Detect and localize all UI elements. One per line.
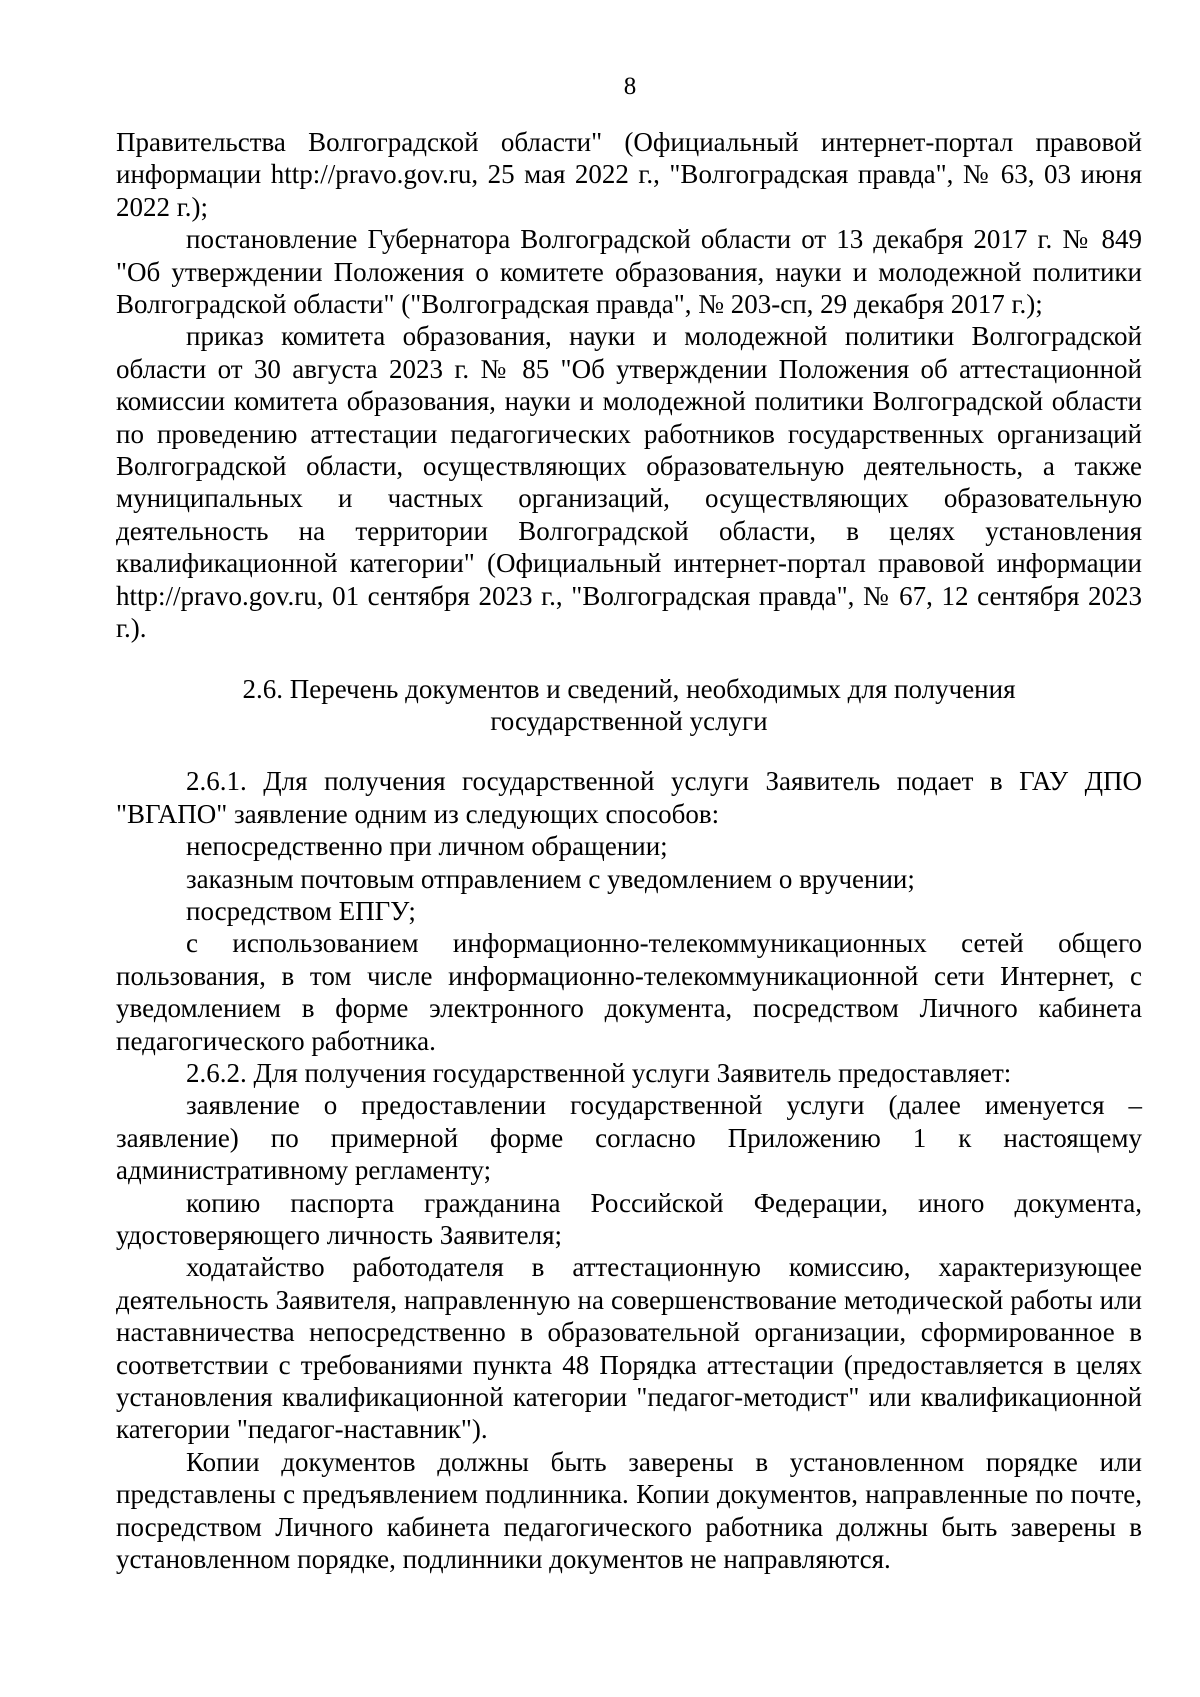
list-item-epgu: посредством ЕПГУ; [186,895,416,926]
list-item-employer-petition: ходатайство работодателя в аттестационную комиссию, характеризующее деятельность Заявителя, направленную на совершенствование методической работы или наставничества непосредственно в образовательной организации, сформированное в соответствии с требованиями пункта 48 Порядка аттестации (предоставляется в целях установления квалификационной категории "педагог-методист" или квалификационной категории "педагог-наставник"). [116,1252,1142,1445]
list-item-registered-mail: заказным почтовым отправлением с уведомлением о вручении; [186,863,915,894]
list-item-internet: с использованием информационно-телекоммуникационных сетей общего пользования, в том числе информационно-телекоммуникационной сети Интернет, с уведомлением в форме электронного документа, посредством Личного кабинета педагогического работника. [116,928,1142,1056]
paragraph-2-6-2: 2.6.2. Для получения государственной услуги Заявитель предоставляет: [186,1057,1012,1088]
document-body [116,126,1142,1575]
page-number: 8 [623,73,637,100]
list-item-in-person: непосредственно при личном обращении; [186,831,668,862]
section-heading-line-2: государственной услуги [490,705,768,736]
paragraph-document-copies: Копии документов должны быть заверены в установленном порядке или представлены с предъявлением подлинника. Копии документов, направленные по почте, посредством Личного кабинета педагогического работника должны быть заверены в установленном порядке, подлинники документов не направляются. [116,1446,1142,1575]
paragraph-committee-order: приказ комитета образования, науки и молодежной политики Волгоградской области от 30 августа 2023 г. № 85 "Об утверждении Положения об аттестационной комиссии комитета образования, науки и молодежной политики Волгоградской области по проведению аттестации педагогических работников государственных организаций Волгоградской области, осуществляющих образовательную деятельность, а также муниципальных и частных организаций, осуществляющих образовательную деятельность на территории Волгоградской области, в целях установления квалификационной категории" (Официальный интернет-портал правовой информации http://pravo.gov.ru, 01 сентября 2023 г., "Волгоградская правда", № 67, 12 сентября 2023 г.). [116,321,1142,644]
paragraph-2-6-1: 2.6.1. Для получения государственной услуги Заявитель подает в ГАУ ДПО "ВГАПО" заявление одним из следующих способов: [116,766,1142,829]
section-heading [116,673,1142,738]
list-item-application: заявление о предоставлении государственной услуги (далее именуется – заявление) по примерной форме согласно Приложению 1 к настоящему административному регламенту; [116,1090,1142,1186]
section-heading-line-1: 2.6. Перечень документов и сведений, необходимых для получения [242,673,1016,704]
paragraph-continuation: Правительства Волгоградской области" (Официальный интернет-портал правовой информации http://pravo.gov.ru, 25 мая 2022 г., "Волгоградская правда", № 63, 03 июня 2022 г.); [116,127,1142,222]
paragraph-governor-decree: постановление Губернатора Волгоградской области от 13 декабря 2017 г. № 849 "Об утверждении Положения о комитете образования, науки и молодежной политики Волгоградской области" ("Волгоградская правда", № 203-сп, 29 декабря 2017 г.); [116,224,1142,320]
list-item-passport-copy: копию паспорта гражданина Российской Федерации, иного документа, удостоверяющего личность Заявителя; [116,1187,1142,1250]
